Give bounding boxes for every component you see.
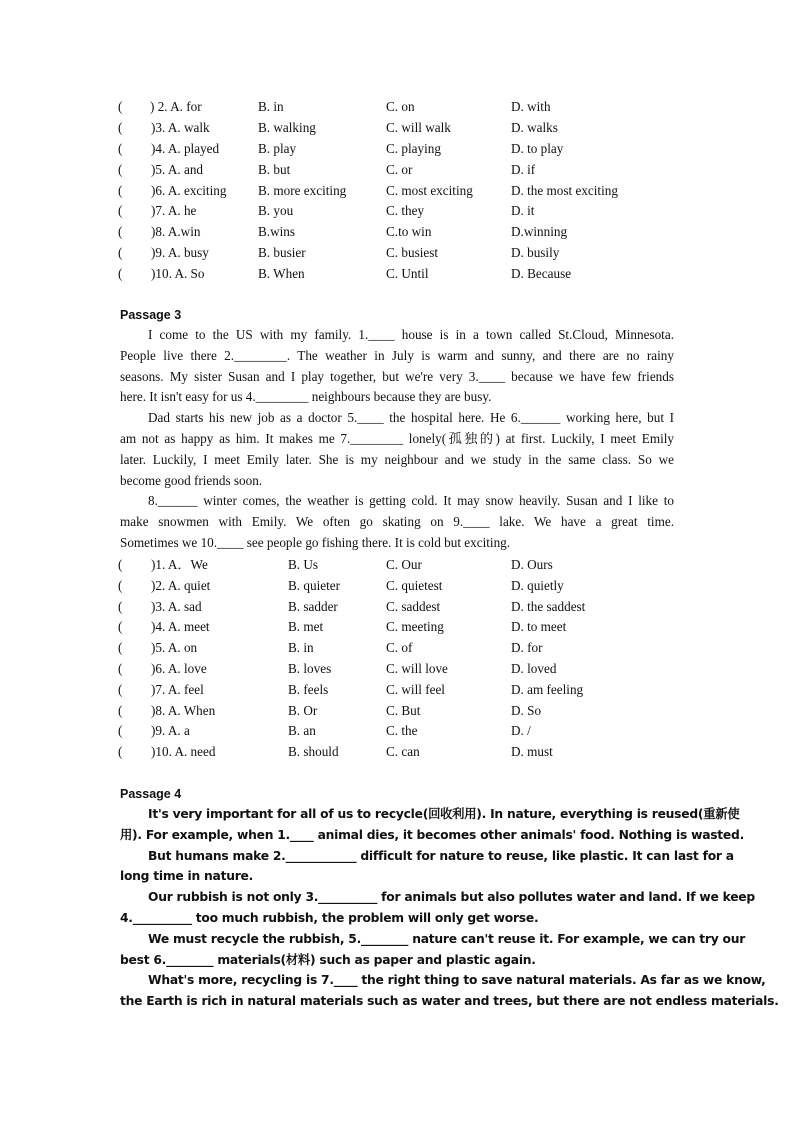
- option-d: D. to play: [511, 141, 564, 156]
- option-d: D. loved: [511, 661, 557, 676]
- option-c: C. playing: [386, 141, 441, 156]
- option-c: C. will feel: [386, 682, 445, 697]
- text-line: the Earth is rich in natural materials such as water and trees, but there are not endless materials.: [120, 994, 779, 1009]
- option-b: B. Us: [288, 557, 319, 572]
- option-a: )10. A. need: [151, 744, 216, 759]
- passage3-text: [120, 325, 674, 554]
- option-d: D. am feeling: [511, 682, 584, 697]
- text-line: Sometimes we 10.____ see people go fishing there. It is cold but exciting.: [120, 534, 511, 550]
- option-a: )7. A. he: [151, 203, 197, 218]
- option-c: C. quietest: [386, 578, 443, 593]
- option-a: )3. A. sad: [151, 599, 202, 614]
- option-a: )8. A.win: [151, 224, 201, 239]
- option-a: )3. A. walk: [151, 120, 210, 135]
- text-line: seasons. My sister Susan and I play together, but we're very 3.____ because we have few friends: [120, 368, 674, 384]
- option-a: )5. A. and: [151, 162, 204, 177]
- option-c: C. meeting: [386, 619, 444, 634]
- option-d: D. the most exciting: [511, 183, 618, 198]
- option-b: B. but: [258, 162, 291, 177]
- option-b: B. you: [258, 203, 294, 218]
- answer-bracket[interactable]: (: [118, 744, 123, 759]
- option-b: B. in: [258, 99, 284, 114]
- answer-bracket[interactable]: (: [118, 245, 123, 260]
- text-line: We must recycle the rubbish, 5.________ nature can't reuse it. For example, we can try our: [148, 931, 746, 946]
- text-line: make snowmen with Emily. We often go skating on 9.____ lake. We have a great time.: [120, 514, 674, 530]
- option-a: )7. A. feel: [151, 682, 204, 697]
- option-a: )6. A. exciting: [151, 183, 227, 198]
- option-c: C. can: [386, 744, 420, 759]
- answer-bracket[interactable]: (: [118, 183, 123, 198]
- option-d: D. to meet: [511, 619, 567, 634]
- text-line: best 6.________ materials(材料) such as paper and plastic again.: [120, 952, 536, 967]
- option-b: B. feels: [288, 682, 329, 697]
- option-b: B. an: [288, 723, 316, 738]
- answer-bracket[interactable]: (: [118, 723, 123, 738]
- option-c: C. the: [386, 723, 418, 738]
- answer-bracket[interactable]: (: [118, 162, 123, 177]
- answer-bracket[interactable]: (: [118, 619, 123, 634]
- text-line: 8.______ winter comes, the weather is getting cold. It may snow heavily. Susan and I like to: [148, 493, 674, 509]
- text-line: 用). For example, when 1.____ animal dies, it becomes other animals' food. Nothing is wasted.: [120, 827, 744, 842]
- text-line: 4.__________ too much rubbish, the problem will only get worse.: [120, 910, 539, 925]
- option-b: B. loves: [288, 661, 332, 676]
- option-a: )8. A. When: [151, 703, 216, 718]
- text-line: I come to the US with my family. 1.____ house is in a town called St.Cloud, Minnesota.: [148, 327, 674, 342]
- answer-bracket[interactable]: (: [118, 266, 123, 281]
- answer-bracket[interactable]: (: [118, 703, 123, 718]
- option-a: )6. A. love: [151, 661, 207, 676]
- option-c: C. will walk: [386, 120, 451, 135]
- option-b: B. When: [258, 266, 305, 281]
- option-d: D.winning: [511, 224, 568, 239]
- option-d: D. the saddest: [511, 599, 586, 614]
- option-d: D. So: [511, 703, 542, 718]
- option-a: )1. A．We: [151, 557, 208, 572]
- option-b: B. busier: [258, 245, 306, 260]
- answer-bracket[interactable]: (: [118, 99, 123, 114]
- option-c: C. most exciting: [386, 183, 473, 198]
- text-line: here. It isn't easy for us 4.________ neighbours because they are busy.: [120, 389, 492, 405]
- answer-bracket[interactable]: (: [118, 203, 123, 218]
- passage4-heading: Passage 4: [120, 787, 182, 801]
- option-d: D. quietly: [511, 578, 564, 593]
- passage4-text: [120, 804, 779, 1012]
- option-c: C. But: [386, 703, 421, 718]
- text-line: It's very important for all of us to recycle(回收利用). In nature, everything is reused(重新使: [148, 807, 740, 821]
- option-b: B. sadder: [288, 599, 338, 614]
- option-b: B. play: [258, 141, 297, 156]
- option-b: B. Or: [288, 703, 318, 718]
- option-c: C. will love: [386, 661, 448, 676]
- option-c: C. they: [386, 203, 425, 218]
- option-b: B.wins: [258, 224, 296, 239]
- option-d: D. must: [511, 744, 553, 759]
- option-c: C.to win: [386, 224, 432, 239]
- option-c: C. busiest: [386, 245, 439, 260]
- option-b: B. should: [288, 744, 339, 759]
- option-a: )10. A. So: [151, 266, 205, 281]
- option-d: D. Ours: [511, 557, 553, 572]
- option-a: )9. A. busy: [151, 245, 209, 260]
- option-a: )4. A. meet: [151, 619, 210, 634]
- text-line: long time in nature.: [120, 869, 254, 884]
- answer-bracket[interactable]: (: [118, 224, 123, 239]
- option-d: D. with: [511, 99, 551, 114]
- option-d: D. Because: [511, 266, 572, 281]
- answer-bracket[interactable]: (: [118, 120, 123, 135]
- text-line: later. Luckily, I meet Emily later. She is my neighbour and we study in the same class. So we: [120, 451, 674, 467]
- text-line: Our rubbish is not only 3.__________ for animals but also pollutes water and land. If we keep: [148, 890, 755, 905]
- option-b: B. met: [288, 619, 324, 634]
- option-d: D. walks: [511, 120, 558, 135]
- option-d: D. for: [511, 640, 543, 655]
- option-c: C. Until: [386, 266, 429, 281]
- option-b: B. quieter: [288, 578, 341, 593]
- option-a: )2. A. quiet: [151, 578, 211, 593]
- answer-bracket[interactable]: (: [118, 557, 123, 572]
- option-c: C. Our: [386, 557, 422, 572]
- option-a: )4. A. played: [151, 141, 220, 156]
- answer-bracket[interactable]: (: [118, 578, 123, 593]
- option-b: B. in: [288, 640, 314, 655]
- option-a: )5. A. on: [151, 640, 198, 655]
- answer-bracket[interactable]: (: [118, 682, 123, 697]
- option-b: B. more exciting: [258, 183, 347, 198]
- option-c: C. saddest: [386, 599, 441, 614]
- option-d: D. busily: [511, 245, 560, 260]
- answer-bracket[interactable]: (: [118, 599, 123, 614]
- text-line: Dad starts his new job as a doctor 5.____ the hospital here. He 6.______ working here, but I: [148, 410, 674, 426]
- option-a: ) 2. A. for: [150, 99, 202, 114]
- option-d: D. if: [511, 162, 536, 177]
- passage3-heading: Passage 3: [120, 308, 182, 322]
- option-d: D. it: [511, 203, 535, 218]
- answer-bracket[interactable]: (: [118, 661, 123, 676]
- text-line: What's more, recycling is 7.____ the right thing to save natural materials. As far as we know,: [148, 973, 766, 988]
- answer-bracket[interactable]: (: [118, 141, 123, 156]
- text-line: become good friends soon.: [120, 472, 263, 488]
- text-line: am not as happy as him. It makes me 7.________ lonely(孤独的) at first. Luckily, I meet Emily: [120, 430, 674, 446]
- option-a: )9. A. a: [151, 723, 190, 738]
- answer-bracket[interactable]: (: [118, 640, 123, 655]
- option-d: D. /: [511, 723, 531, 738]
- option-c: C. on: [386, 99, 415, 114]
- option-b: B. walking: [258, 120, 316, 135]
- text-line: People live there 2.________. The weather in July is warm and sunny, and there are no rainy: [120, 347, 674, 363]
- option-c: C. of: [386, 640, 413, 655]
- option-c: C. or: [386, 162, 413, 177]
- text-line: But humans make 2.____________ difficult for nature to reuse, like plastic. It can last for a: [148, 848, 734, 863]
